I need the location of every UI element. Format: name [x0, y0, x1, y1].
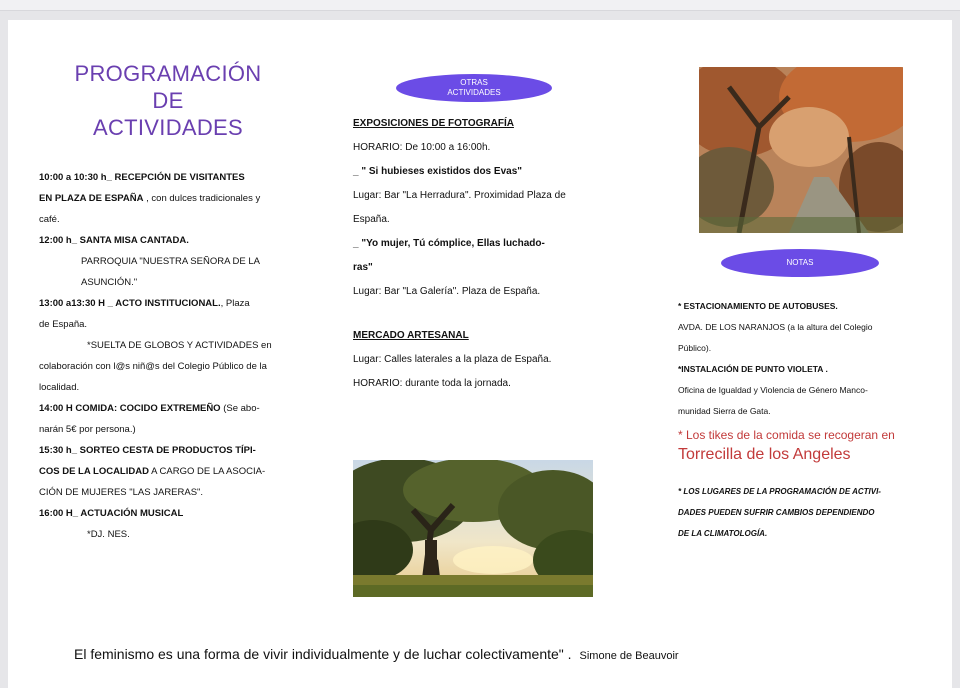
notes-section — [678, 296, 928, 544]
quote-author: Simone de Beauvoir — [579, 650, 679, 662]
tickets-note: * Los tikes de la comida se recogeran en — [678, 428, 895, 442]
tickets-place: Torrecilla de los Angeles — [678, 446, 851, 463]
schedule-line: ASUNCIÓN." — [81, 277, 138, 288]
schedule-line: 15:30 h_ SORTEO CESTA DE PRODUCTOS TÍPI- — [39, 445, 256, 456]
title-line: ACTIVIDADES — [93, 115, 243, 140]
schedule-line: 16:00 H_ ACTUACIÓN MUSICAL — [39, 508, 184, 519]
schedule-line: 10:00 a 10:30 h_ RECEPCIÓN DE VISITANTES — [39, 172, 245, 183]
schedule-line: *DJ. NES. — [87, 529, 130, 540]
schedule-list — [39, 167, 299, 545]
badge-line: OTRAS — [460, 78, 488, 87]
title-line: DE — [152, 88, 184, 113]
title-line: PROGRAMACIÓN — [74, 61, 262, 86]
quote-text: El feminismo es una forma de vivir individualmente y de luchar colectivamente" . — [74, 646, 572, 662]
quote — [74, 646, 894, 662]
schedule-line: *SUELTA DE GLOBOS Y ACTIVIDADES en — [87, 340, 272, 351]
schedule-line-tail: , Plaza — [220, 298, 250, 309]
schedule-line: 12:00 h_ SANTA MISA CANTADA. — [39, 235, 189, 246]
note-text: munidad Sierra de Gata. — [678, 406, 771, 416]
schedule-line: CIÓN DE MUJERES "LAS JARERAS". — [39, 487, 204, 498]
schedule-line-bold: COS DE LA LOCALIDAD — [39, 466, 149, 477]
exhibitions-hours: HORARIO: De 10:00 a 16:00h. — [353, 142, 491, 153]
schedule-line — [39, 398, 299, 419]
note-text: Oficina de Igualdad y Violencia de Género Manco- — [678, 385, 868, 395]
note-title: *INSTALACIÓN DE PUNTO VIOLETA . — [678, 364, 828, 374]
schedule-line-bold: EN PLAZA DE ESPAÑA — [39, 193, 144, 204]
schedule-line: narán 5€ por persona.) — [39, 424, 136, 435]
exhibit-place: España. — [353, 214, 390, 225]
warning-text: * LOS LUGARES DE LA PROGRAMACIÓN DE ACTIVI- — [678, 487, 881, 496]
exhibitions-heading: EXPOSICIONES DE FOTOGRAFÍA — [353, 118, 514, 129]
warning-text: DE LA CLIMATOLOGÍA. — [678, 529, 768, 538]
schedule-line — [39, 188, 299, 209]
top-bar — [0, 0, 960, 11]
note-text: AVDA. DE LOS NARANJOS (a la altura del Colegio — [678, 322, 873, 332]
schedule-line: café. — [39, 214, 60, 225]
exhibit-title: _ "Yo mujer, Tú cómplice, Ellas luchado- — [353, 238, 545, 249]
market-heading: MERCADO ARTESANAL — [353, 330, 469, 341]
notes-badge — [721, 249, 879, 277]
note-title: * ESTACIONAMIENTO DE AUTOBUSES. — [678, 301, 838, 311]
oak-tree-photo — [353, 460, 593, 597]
note-text: Público). — [678, 343, 712, 353]
market-place: Lugar: Calles laterales a la plaza de España. — [353, 354, 552, 365]
schedule-line: colaboración con l@s niñ@s del Colegio Público de la — [39, 361, 267, 372]
schedule-line-bold: 13:00 a13:30 H _ ACTO INSTITUCIONAL. — [39, 298, 221, 309]
schedule-line: de España. — [39, 319, 88, 330]
schedule-line — [39, 461, 299, 482]
flyer-page — [8, 20, 952, 688]
badge-label: NOTAS — [786, 258, 814, 267]
schedule-line: PARROQUIA "NUESTRA SEÑORA DE LA — [81, 256, 260, 267]
warning-text: DADES PUEDEN SUFRIR CAMBIOS DEPENDIENDO — [678, 508, 875, 517]
other-activities — [353, 112, 603, 396]
page-title — [68, 60, 268, 141]
schedule-line-bold: 14:00 H COMIDA: COCIDO EXTREMEÑO — [39, 403, 221, 414]
schedule-line-tail: (Se abo- — [220, 403, 260, 414]
other-activities-badge — [396, 74, 552, 102]
schedule-line — [39, 293, 299, 314]
exhibit-place: Lugar: Bar "La Herradura". Proximidad Plaza de — [353, 190, 566, 201]
schedule-line-tail: , con dulces tradicionales y — [143, 193, 261, 204]
badge-line: ACTIVIDADES — [447, 88, 501, 97]
schedule-line-tail: A CARGO DE LA ASOCIA- — [148, 466, 266, 477]
exhibit-place: Lugar: Bar "La Galería". Plaza de España. — [353, 286, 541, 297]
exhibit-title: _ " Si hubieses existidos dos Evas" — [353, 166, 522, 177]
schedule-line: localidad. — [39, 382, 80, 393]
exhibit-title: ras" — [353, 262, 373, 273]
autumn-path-photo — [699, 67, 903, 233]
market-hours: HORARIO: durante toda la jornada. — [353, 378, 511, 389]
